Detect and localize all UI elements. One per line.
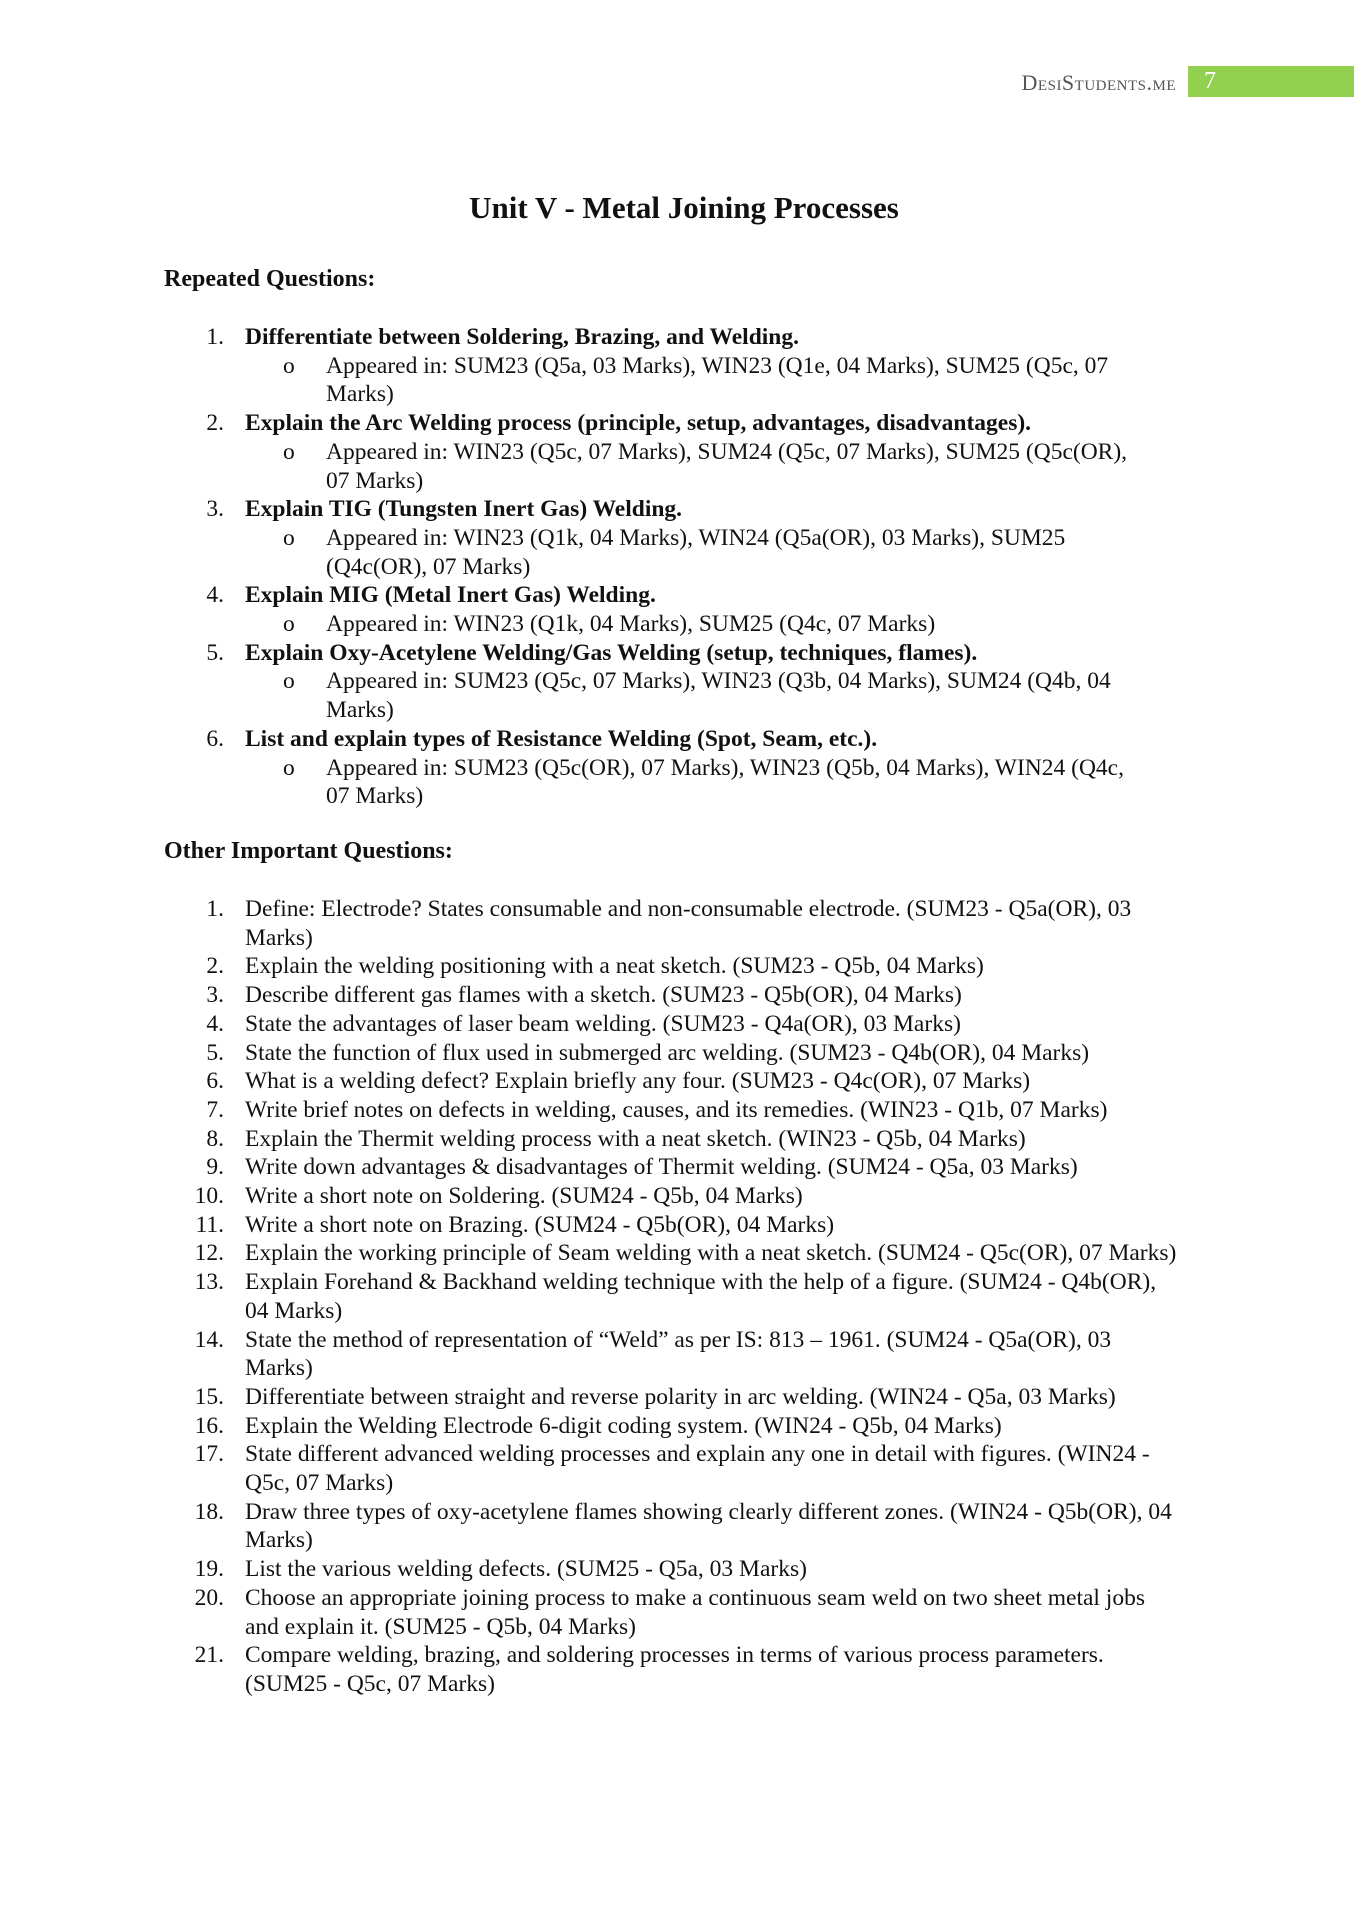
other-questions-heading: Other Important Questions: (164, 838, 453, 864)
item-number: 16. (194, 1412, 224, 1439)
item-number: 3. (206, 496, 224, 523)
list-item (164, 495, 1194, 581)
question-text: List the various welding defects. (SUM25 - Q5a, 03 Marks) (245, 1556, 807, 1583)
page-title: Unit V - Metal Joining Processes (469, 190, 899, 225)
item-number: 18. (194, 1498, 224, 1525)
question-text: Write down advantages & disadvantages of Thermit welding. (SUM24 - Q5a, 03 Marks) (245, 1154, 1078, 1181)
list-item (164, 1039, 1224, 1068)
question-text: Compare welding, brazing, and soldering processes in terms of various process parameters. (SUM25 - Q5c, 07 Marks) (245, 1642, 1104, 1697)
list-item (164, 581, 1194, 638)
question-text: Explain the working principle of Seam welding with a neat sketch. (SUM24 - Q5c(OR), 07 Marks) (245, 1240, 1177, 1267)
list-item (164, 1326, 1224, 1383)
list-item (164, 1440, 1224, 1497)
item-number: 9. (206, 1154, 224, 1181)
question-text: State the method of representation of “Weld” as per IS: 813 – 1961. (SUM24 - Q5a(OR), 03 Marks) (245, 1326, 1112, 1382)
list-item (164, 1153, 1224, 1182)
item-number: 8. (206, 1125, 224, 1152)
list-item (164, 1498, 1224, 1555)
item-number: 2. (206, 953, 224, 980)
question-text: State different advanced welding processes and explain any one in detail with figures. (WIN24 - Q5c, 07 Marks) (245, 1441, 1150, 1497)
item-number: 2. (206, 410, 224, 437)
list-item (164, 1555, 1224, 1584)
question-text: Write a short note on Soldering. (SUM24 - Q5b, 04 Marks) (245, 1183, 803, 1210)
bullet-icon: o (283, 438, 295, 465)
appeared-in (164, 438, 1194, 495)
item-number: 10. (194, 1183, 224, 1210)
list-item (164, 1010, 1224, 1039)
bullet-icon: o (283, 611, 295, 638)
question-text: Write brief notes on defects in welding, causes, and its remedies. (WIN23 - Q1b, 07 Marks) (245, 1096, 1108, 1123)
list-item (164, 1182, 1224, 1211)
question-text: Explain Forehand & Backhand welding technique with the help of a figure. (SUM24 - Q4b(OR), 04 Marks) (245, 1269, 1157, 1324)
header-site-name: DesiStudents.me (1021, 70, 1176, 95)
list-item (164, 1125, 1224, 1154)
list-item (164, 1383, 1224, 1412)
question-text: Define: Electrode? States consumable and non-consumable electrode. (SUM23 - Q5a(OR), 03 Marks) (245, 896, 1132, 951)
list-item (164, 323, 1194, 409)
list-item (164, 1412, 1224, 1441)
list-item (164, 1067, 1224, 1096)
list-item (164, 1641, 1224, 1698)
item-number: 14. (194, 1326, 224, 1353)
question-text: What is a welding defect? Explain briefly any four. (SUM23 - Q4c(OR), 07 Marks) (245, 1068, 1031, 1095)
other-questions-list (164, 895, 1224, 1699)
appeared-in (164, 754, 1194, 811)
list-item (164, 1211, 1224, 1240)
appeared-text: Appeared in: WIN23 (Q1k, 04 Marks), SUM25 (Q4c, 07 Marks) (326, 611, 936, 638)
item-number: 19. (194, 1556, 224, 1583)
item-number: 1. (206, 324, 224, 350)
bullet-icon: o (283, 524, 295, 551)
question-text: Describe different gas flames with a sketch. (SUM23 - Q5b(OR), 04 Marks) (245, 982, 962, 1009)
list-item (164, 952, 1224, 981)
question-text: State the function of flux used in submerged arc welding. (SUM23 - Q4b(OR), 04 Marks) (245, 1039, 1090, 1066)
list-item (164, 725, 1194, 811)
question-text: Explain MIG (Metal Inert Gas) Welding. (245, 582, 656, 609)
item-number: 4. (206, 1010, 224, 1037)
appeared-text: Appeared in: SUM23 (Q5a, 03 Marks), WIN23 (Q1e, 04 Marks), SUM25 (Q5c, 07 Marks) (326, 352, 1109, 408)
item-number: 21. (194, 1642, 224, 1669)
appeared-text: Appeared in: SUM23 (Q5c(OR), 07 Marks), WIN23 (Q5b, 04 Marks), WIN24 (Q4c, 07 Marks) (326, 754, 1124, 810)
question-text: Explain Oxy-Acetylene Welding/Gas Welding (setup, techniques, flames). (245, 639, 978, 666)
list-item (164, 1584, 1224, 1641)
bullet-icon: o (283, 668, 295, 695)
item-number: 6. (206, 1068, 224, 1095)
question-text: Explain TIG (Tungsten Inert Gas) Welding. (245, 496, 683, 523)
item-number: 1. (206, 896, 224, 922)
list-item (164, 1268, 1224, 1325)
appeared-text: Appeared in: SUM23 (Q5c, 07 Marks), WIN23 (Q3b, 04 Marks), SUM24 (Q4b, 04 Marks) (326, 668, 1111, 724)
item-number: 5. (206, 639, 224, 666)
list-item (164, 409, 1194, 495)
list-item (164, 1096, 1224, 1125)
item-number: 11. (195, 1211, 224, 1238)
question-text: Explain the welding positioning with a neat sketch. (SUM23 - Q5b, 04 Marks) (245, 953, 984, 980)
appeared-in (164, 610, 1194, 639)
question-text: Differentiate between straight and reverse polarity in arc welding. (WIN24 - Q5a, 03 Marks) (245, 1383, 1116, 1410)
list-item (164, 639, 1194, 725)
list-item (164, 895, 1224, 952)
appeared-in (164, 352, 1194, 409)
question-text: Explain the Welding Electrode 6-digit coding system. (WIN24 - Q5b, 04 Marks) (245, 1412, 1002, 1439)
header-page-bar (1186, 66, 1354, 97)
list-item (164, 1239, 1224, 1268)
item-number: 6. (206, 725, 224, 752)
item-number: 4. (206, 582, 224, 609)
list-item (164, 981, 1224, 1010)
question-text: List and explain types of Resistance Welding (Spot, Seam, etc.). (245, 725, 878, 752)
question-text: Draw three types of oxy-acetylene flames showing clearly different zones. (WIN24 - Q5b(OR), 04 Marks) (245, 1498, 1172, 1554)
item-number: 13. (194, 1269, 224, 1296)
repeated-questions-heading: Repeated Questions: (164, 266, 376, 292)
page-number: 7 (1204, 68, 1216, 94)
item-number: 7. (206, 1096, 224, 1123)
appeared-in (164, 667, 1194, 724)
question-text: Explain the Thermit welding process with a neat sketch. (WIN23 - Q5b, 04 Marks) (245, 1125, 1026, 1152)
repeated-questions-list (164, 323, 1194, 811)
question-text: Differentiate between Soldering, Brazing, and Welding. (245, 324, 799, 350)
item-number: 12. (194, 1240, 224, 1267)
item-number: 20. (194, 1584, 224, 1611)
appeared-text: Appeared in: WIN23 (Q1k, 04 Marks), WIN24 (Q5a(OR), 03 Marks), SUM25 (Q4c(OR), 07 Marks) (326, 524, 1066, 580)
question-text: Choose an appropriate joining process to make a continuous seam weld on two sheet metal jobs and explain it. (SUM25 - Q5b, 04 Marks) (245, 1584, 1145, 1640)
item-number: 17. (194, 1441, 224, 1468)
item-number: 5. (206, 1039, 224, 1066)
item-number: 3. (206, 982, 224, 1009)
question-text: State the advantages of laser beam welding. (SUM23 - Q4a(OR), 03 Marks) (245, 1010, 961, 1037)
bullet-icon: o (283, 754, 295, 781)
appeared-text: Appeared in: WIN23 (Q5c, 07 Marks), SUM24 (Q5c, 07 Marks), SUM25 (Q5c(OR), 07 Marks) (326, 438, 1128, 494)
bullet-icon: o (283, 352, 295, 379)
item-number: 15. (194, 1383, 224, 1410)
question-text: Write a short note on Brazing. (SUM24 - Q5b(OR), 04 Marks) (245, 1211, 835, 1238)
appeared-in (164, 524, 1194, 581)
question-text: Explain the Arc Welding process (principle, setup, advantages, disadvantages). (245, 410, 1032, 437)
